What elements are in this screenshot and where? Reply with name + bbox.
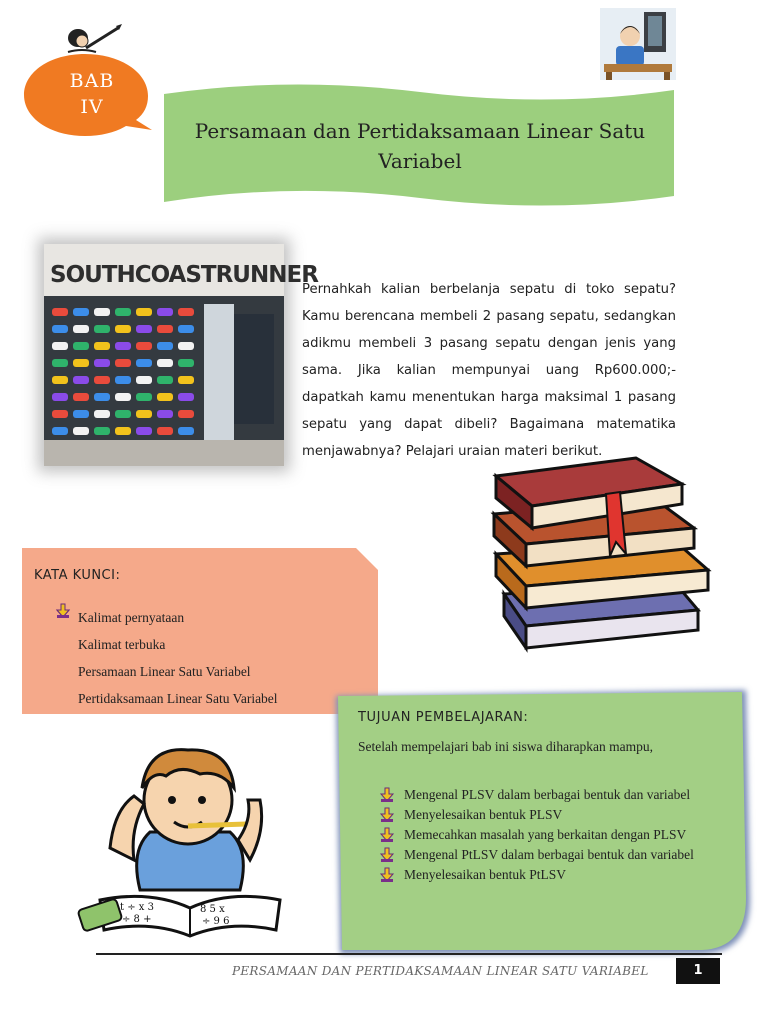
shoe-shape xyxy=(178,325,194,333)
list-item xyxy=(56,658,278,685)
shoe-shape xyxy=(94,359,110,367)
shoe-shape xyxy=(157,376,173,384)
list-item xyxy=(380,786,720,804)
shoe-shape xyxy=(115,393,131,401)
shoe-shape xyxy=(94,376,110,384)
bullet-icon xyxy=(56,664,70,678)
footer-rule xyxy=(96,953,722,955)
intro-paragraph: Pernahkah kalian berbelanja sepatu di toko sepatu? Kamu berencana membeli 2 pasang sepatu, sedangkan adikmu membeli 3 pasang sepatu dengan jenis yang sama. Jika kalian mempunyai uang Rp600.000;- dapatkah kamu menentukan harga maksimal 1 pasang sepatu yang dapat dibeli? Bagaimana matematika menjawabnya? Pelajari uraian materi berikut. xyxy=(302,282,676,459)
shoe-shape xyxy=(115,427,131,435)
shoe-shape xyxy=(94,410,110,418)
keywords-title: KATA KUNCI: xyxy=(34,568,121,583)
list-item xyxy=(380,826,720,844)
shoe-shape xyxy=(73,342,89,350)
bullet-icon xyxy=(380,788,394,802)
list-item xyxy=(380,866,720,884)
shoe-shape xyxy=(73,325,89,333)
student-computer-clipart-icon xyxy=(600,8,676,80)
shoe-shape xyxy=(73,427,89,435)
objectives-title: TUJUAN PEMBELAJARAN: xyxy=(358,710,529,725)
keyword-text: Kalimat pernyataan xyxy=(78,610,185,625)
shoe-shape xyxy=(73,376,89,384)
shoe-shape xyxy=(73,410,89,418)
shoe-shape xyxy=(115,325,131,333)
title-banner xyxy=(160,78,678,218)
keyword-text: Kalimat terbuka xyxy=(78,637,166,652)
shoe-shape xyxy=(136,376,152,384)
svg-text:÷ 8 +: ÷ 8 + xyxy=(122,914,152,925)
shoe-shape xyxy=(73,359,89,367)
shoe-store-photo xyxy=(44,244,318,466)
shoe-shape xyxy=(115,359,131,367)
bullet-icon xyxy=(380,828,394,842)
shoe-shape xyxy=(136,342,152,350)
bullet-icon xyxy=(380,808,394,822)
list-item xyxy=(56,604,278,631)
objective-text: Mengenal PLSV dalam berbagai bentuk dan variabel xyxy=(404,787,691,802)
shoe-shape xyxy=(52,410,68,418)
shoe-shape xyxy=(52,359,68,367)
shoe-shape xyxy=(178,308,194,316)
shoe-shape xyxy=(157,410,173,418)
footer-running-title: PERSAMAAN DAN PERTIDAKSAMAAN LINEAR SATU VARIABEL xyxy=(232,964,649,978)
shoe-shape xyxy=(52,325,68,333)
shoe-shape xyxy=(136,427,152,435)
shoe-shape xyxy=(157,359,173,367)
shoe-shape xyxy=(73,308,89,316)
objective-text: Memecahkan masalah yang berkaitan dengan PLSV xyxy=(404,827,687,842)
shoe-shape xyxy=(178,410,194,418)
list-item xyxy=(56,631,278,658)
shoe-shape xyxy=(157,308,173,316)
shoe-shape xyxy=(52,376,68,384)
bullet-icon xyxy=(56,637,70,651)
shoe-shape xyxy=(94,427,110,435)
svg-text:t ÷ x 3: t ÷ x 3 xyxy=(120,902,154,913)
chapter-label: BAB xyxy=(69,70,115,92)
objectives-list xyxy=(380,786,720,886)
shoe-shape xyxy=(136,410,152,418)
shoe-shape xyxy=(52,308,68,316)
svg-text:8 5 x: 8 5 x xyxy=(200,904,225,915)
shoe-shape xyxy=(115,410,131,418)
boy-studying-clipart-icon xyxy=(70,740,290,940)
shoe-shape xyxy=(136,359,152,367)
shoe-shape xyxy=(115,308,131,316)
objective-text: Menyelesaikan bentuk PLSV xyxy=(404,807,563,822)
shoe-shape xyxy=(52,342,68,350)
objectives-intro: Setelah mempelajari bab ini siswa diharapkan mampu, xyxy=(358,739,654,754)
shoe-shape xyxy=(178,393,194,401)
objective-text: Mengenal PtLSV dalam berbagai bentuk dan variabel xyxy=(404,847,694,862)
chapter-badge xyxy=(20,50,155,145)
list-item xyxy=(380,806,720,824)
shoe-shape xyxy=(178,376,194,384)
shoe-shape xyxy=(73,393,89,401)
shoe-shape xyxy=(94,393,110,401)
objective-text: Menyelesaikan bentuk PtLSV xyxy=(404,867,566,882)
shoe-shape xyxy=(157,427,173,435)
shoe-shape xyxy=(94,308,110,316)
shoe-shape xyxy=(52,393,68,401)
shoe-shape xyxy=(94,325,110,333)
store-sign: SOUTHCOASTRUNNER xyxy=(50,262,318,288)
shoe-shape xyxy=(136,308,152,316)
keyword-text: Persamaan Linear Satu Variabel xyxy=(78,664,251,679)
page-number: 1 xyxy=(676,958,720,984)
chapter-number: IV xyxy=(80,96,104,118)
shoe-shape xyxy=(157,342,173,350)
shoe-shape xyxy=(178,427,194,435)
shoe-shape xyxy=(115,342,131,350)
objectives-box xyxy=(322,686,758,960)
svg-text:÷ 9 6: ÷ 9 6 xyxy=(202,916,230,927)
shoe-shape xyxy=(136,325,152,333)
shoe-shape xyxy=(115,376,131,384)
shoe-shape xyxy=(178,342,194,350)
bullet-icon xyxy=(56,691,70,705)
shoe-shape xyxy=(157,393,173,401)
shoe-shape xyxy=(157,325,173,333)
keywords-list xyxy=(56,604,278,712)
book-stack-clipart-icon xyxy=(486,444,736,664)
shoe-shape xyxy=(136,393,152,401)
list-item xyxy=(56,685,278,712)
list-item xyxy=(380,846,720,864)
shoe-shape xyxy=(94,342,110,350)
bullet-icon xyxy=(380,848,394,862)
shoe-shape xyxy=(178,359,194,367)
bullet-icon xyxy=(380,868,394,882)
shoe-shape xyxy=(52,427,68,435)
chapter-title: Persamaan dan Pertidaksamaan Linear Satu Variabel xyxy=(194,119,646,173)
keyword-text: Pertidaksamaan Linear Satu Variabel xyxy=(78,691,278,706)
